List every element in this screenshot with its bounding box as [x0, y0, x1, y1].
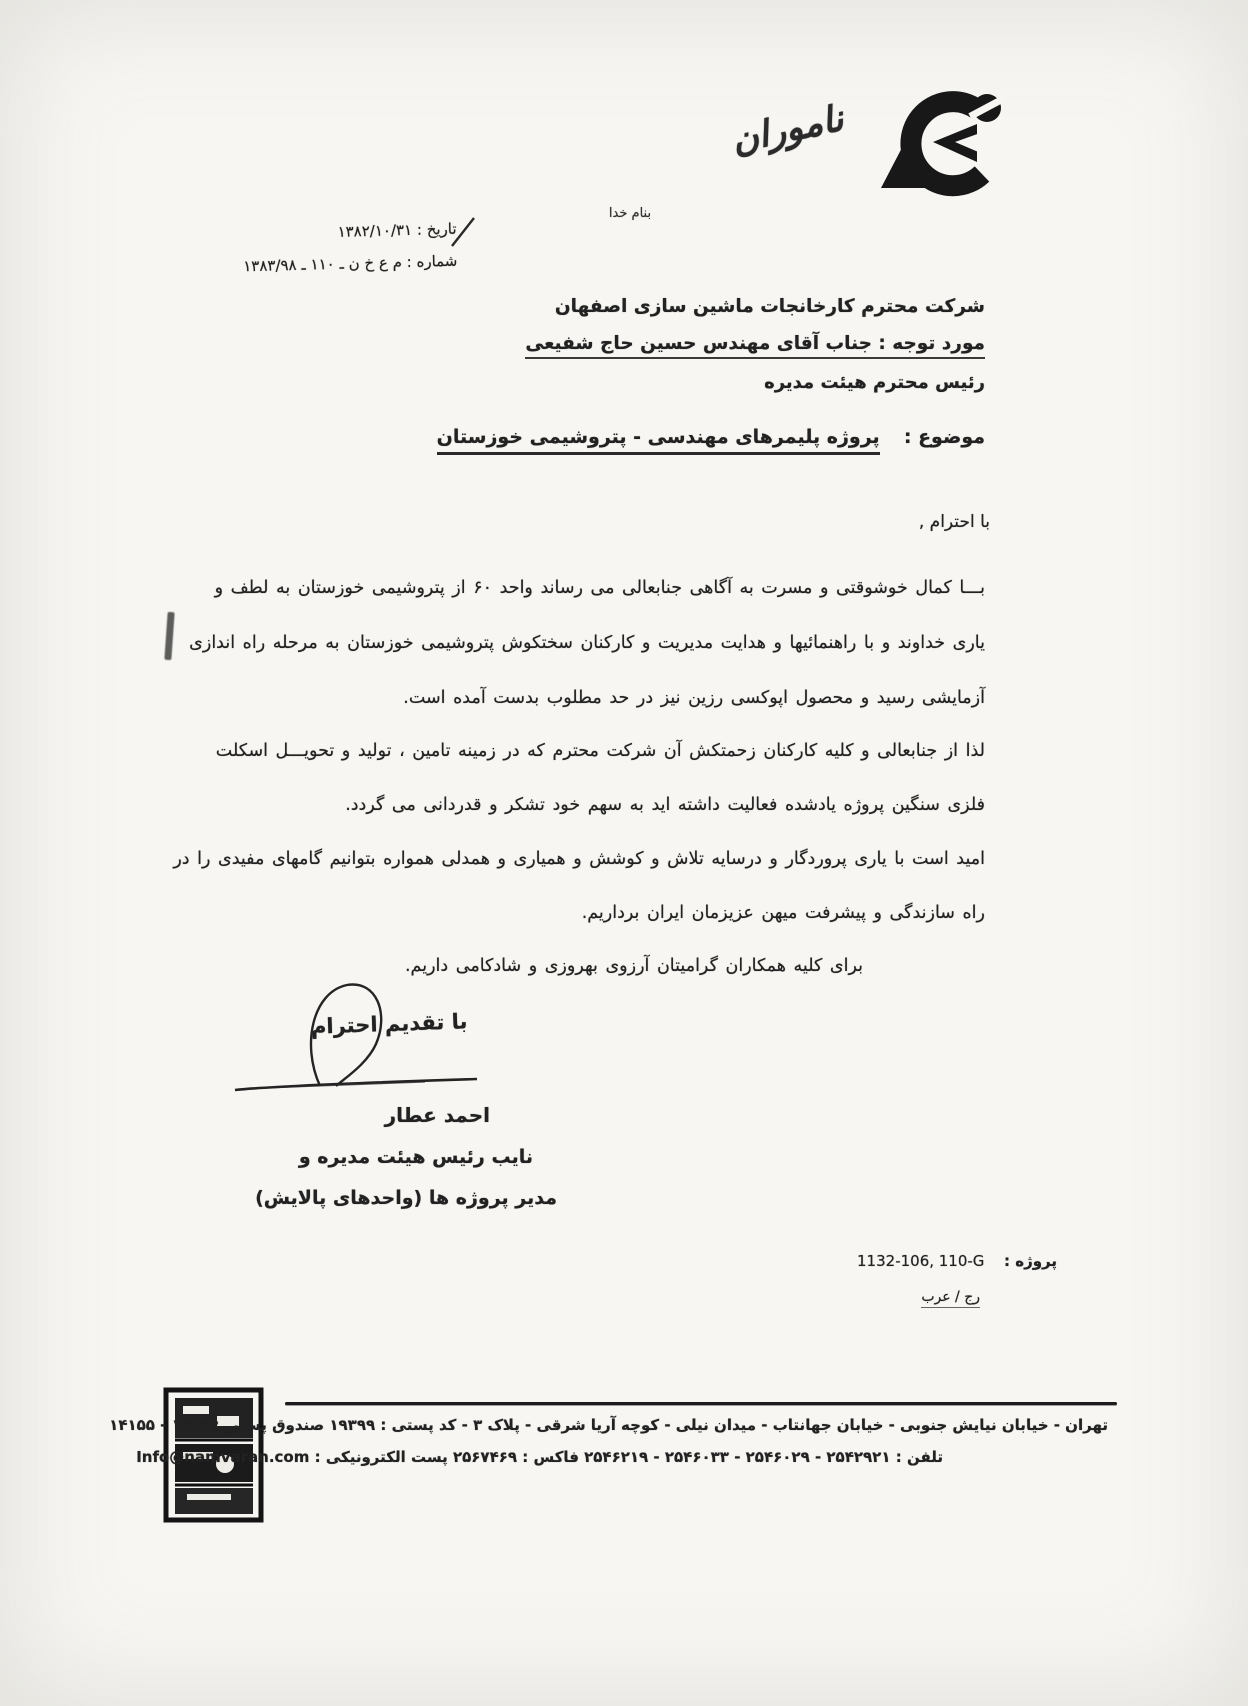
company-logo-mark-icon: [835, 82, 1010, 200]
subject-label: موضوع :: [903, 426, 985, 448]
company-name-script: ناموران: [728, 98, 847, 162]
bismillah-text: بنام خدا: [608, 206, 652, 221]
salutation-text: با احترام ,: [918, 512, 990, 532]
footer-contact: تلفن : ۲۵۴۲۹۲۱ - ۲۵۴۶۰۲۹ - ۲۵۴۶۰۳۳ - ۲۵۴۶۲۱۹ فاکس : ۲۵۶۷۴۶۹ پست الکترونیکی : Info@namvaran.com: [136, 1448, 943, 1466]
scan-artifact: [164, 612, 174, 660]
typist-initials: رج / عرب: [921, 1289, 980, 1308]
body-line: یاری خداوند و با راهنمائیها و هدایت مدیریت و کارکنان سختکوش پتروشیمی خوزستان به مرحله راه اندازی: [189, 633, 985, 653]
project-label: پروژه :: [1004, 1252, 1057, 1270]
number-label: شماره :: [406, 251, 458, 272]
handwritten-signature-icon: [225, 972, 485, 1102]
signatory-title-1: نایب رئیس هیئت مدیره و: [298, 1146, 533, 1168]
recipient-attention: مورد توجه : جناب آقای مهندس حسین حاج شفیعی: [525, 333, 985, 359]
body-line: فلزی سنگین پروژه یادشده فعالیت داشته اید به سهم خود تشکر و قدردانی می گردد.: [345, 795, 985, 815]
project-reference-line: [857, 1252, 1057, 1270]
date-check-slash-icon: [450, 216, 476, 248]
body-line: لذا از جنابعالی و کلیه کارکنان زحمتکش آن شرکت محترم که در زمینه تامین ، تولید و تحویـــل اسکلت: [215, 741, 985, 761]
body-line: امید است با یاری پروردگار و درسایه تلاش و کوشش و همیاری و همدلی همواره بتوانیم گامهای مفیدی را در: [173, 849, 985, 869]
number-value: م ع خ ن ـ ۱۱۰ ـ ۱۳۸۳/۹۸: [242, 253, 403, 276]
date-label: تاریخ :: [416, 219, 457, 239]
recipient-title: رئیس محترم هیئت مدیره: [764, 372, 985, 393]
body-line: بـــا کمال خوشوقتی و مسرت به آگاهی جنابعالی می رساند واحد ۶۰ از پتروشیمی خوزستان به لطف و: [214, 578, 985, 598]
body-line: راه سازندگی و پیشرفت میهن عزیزمان ایران برداریم.: [581, 903, 985, 923]
footer-address: تهران - خیابان نیایش جنوبی - خیابان جهانتاب - میدان نیلی - کوچه آریا شرقی - پلاک ۳ - کد پستی : ۱۹۳۹۹ صندوق پستی : ۱۷۶۶ - ۱۴۱۵۵: [109, 1416, 1108, 1434]
footer-divider: [285, 1402, 1117, 1405]
closing-text: با تقدیم احترام: [310, 1009, 468, 1039]
subject-text: پروژه پلیمرهای مهندسی - پتروشیمی خوزستان: [437, 426, 880, 455]
body-line: برای کلیه همکاران گرامیتان آرزوی بهروزی و شادکامی داریم.: [404, 956, 863, 976]
number-line: [205, 245, 458, 284]
meta-block: [204, 213, 458, 284]
recipient-company: شرکت محترم کارخانجات ماشین سازی اصفهان: [554, 296, 985, 317]
signatory-name: احمد عطار: [384, 1103, 490, 1127]
date-value: ۱۳۸۲/۱۰/۳۱: [337, 220, 413, 241]
project-number: 1132-106, 110-G: [857, 1252, 985, 1270]
subject-line: [437, 426, 985, 448]
signatory-title-2: مدیر پروژه ها (واحدهای پالایش): [255, 1187, 557, 1209]
body-line: آزمایشی رسید و محصول اپوکسی رزین نیز در حد مطلوب بدست آمده است.: [403, 688, 985, 708]
